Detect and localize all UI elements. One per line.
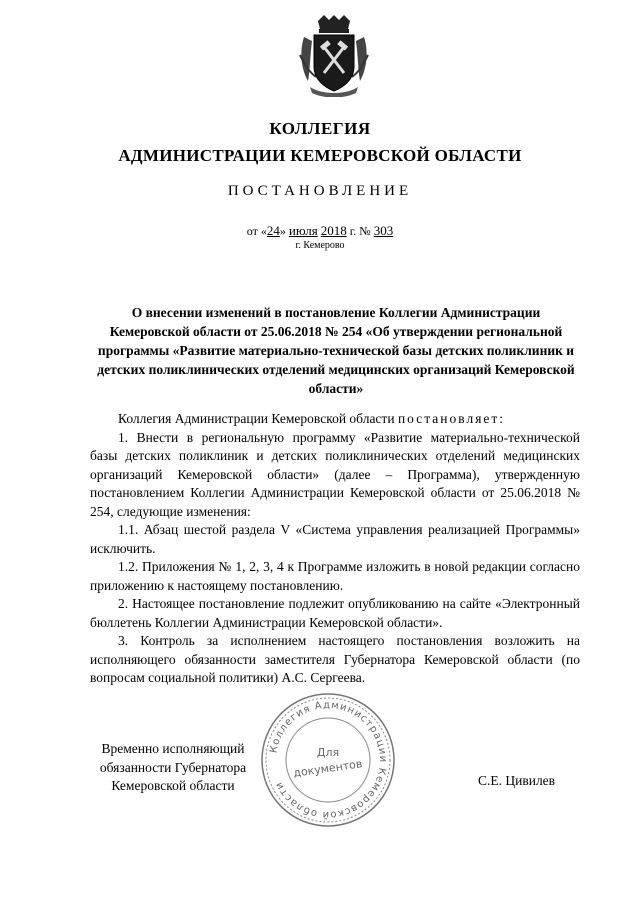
intro-decree-word: постановляет: [397,411,506,426]
signatory-position [88,740,258,796]
paragraph-3: 3. Контроль за исполнением настоящего постановления возложить на исполняющего обязанности заместителя Губернатора Кемеровской области (по вопросам социальной политики) А.С. Сергеева. [90,633,580,685]
signatory-position-line1: Временно исполняющий [101,741,245,756]
paragraph-1-2: 1.2. Приложения № 1, 2, 3, 4 к Программе изложить в новой редакции согласно приложению к настоящему постановлению. [90,559,580,593]
intro-prefix: Коллегия Администрации Кемеровской области [118,411,395,426]
date-mid: » [279,224,286,238]
city: г. Кемерово [295,240,345,251]
paragraph-1: 1. Внести в региональную программу «Развитие материально-технической базы детских поликлиник и детских поликлинических отделений медицинских организаций Кемеровской области» (далее – Программа), утвержденную постановлением Коллегии Администрации Кемеровской области от 25.06.2018 № 254, следующие изменения: [90,429,580,519]
document-body [90,410,580,688]
svg-text:документов: документов [292,757,364,780]
signatory-position-line3: Кемеровской области [111,778,235,793]
intro-paragraph [90,410,580,429]
date-month: июля [288,223,318,238]
document-subject: О внесении изменений в постановление Коллегии Администрации Кемеровской области от 25.06.2018 № 254 «Об утверждении региональной программы «Развитие материально-технической базы детских поликлиник и детских поликлинических отделений медицинских организаций Кемеровской области» [97,305,575,396]
date-number-line [0,223,640,239]
signatory-position-line2: обязанности Губернатора [99,759,247,775]
org-title-line2: АДМИНИСТРАЦИИ КЕМЕРОВСКОЙ ОБЛАСТИ [118,146,522,165]
paragraph-2: 2. Настоящее постановление подлежит опубликованию на сайте «Электронный бюллетень Коллегии Администрации Кемеровской области». [90,596,580,630]
date-prefix: от « [246,224,267,238]
signatory-name: С.Е. Цивилев [478,773,556,788]
document-number: 303 [373,223,394,238]
svg-text:Коллегия Администрации Кемеров: Коллегия Администрации Кемеровской области [268,699,389,821]
document-type: ПОСТАНОВЛЕНИЕ [227,183,413,199]
coat-of-arms-emblem [298,15,370,97]
date-day: 24 [266,223,280,238]
org-title-line1: КОЛЛЕГИЯ [269,119,371,138]
date-year: 2018 [320,223,347,238]
paragraph-1-1: 1.1. Абзац шестой раздела V «Система управления реализацией Программы» исключить. [90,522,580,556]
official-seal-stamp [258,690,398,830]
svg-text:Для: Для [316,746,340,759]
date-suffix: г. № [349,224,371,238]
